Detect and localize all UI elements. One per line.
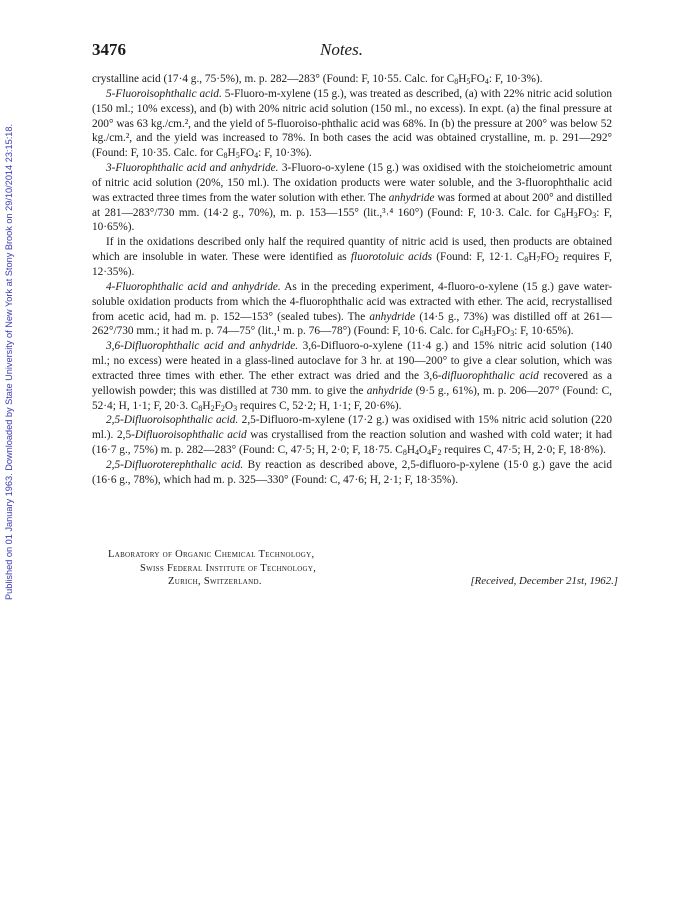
text-run: crystalline acid (17·4 g., 75·5%), m. p. 282—283° (Found: F, 10·55. Calc. for C [92, 73, 455, 85]
text-run: H [227, 147, 236, 160]
paragraph [92, 458, 612, 488]
subscript: 3 [592, 210, 597, 220]
paragraph [92, 339, 612, 413]
affiliation-line: Zurich, Switzerland. [168, 576, 262, 587]
text-run: was crystallised from the reaction solution and washed with cold water; it had (16·7 g., 75%) m. p. 282—283° (Found: C, 47·5; H, 2·0; F, 18·75. C [92, 429, 612, 457]
text-run: was formed at about 200° and distilled at 281—283°/730 mm. (14·2 g., 70%), m. p. 153—155° (lit.,³˒⁴ 160°) (Found: F, 10·3. Calc. for C [92, 191, 612, 219]
subscript: 3 [573, 210, 578, 220]
page-number: 3476 [92, 40, 126, 59]
text-run: If in the oxidations described only half the required quantity of nitric acid is used, then products are obtained which are insoluble in water. These were identified as [92, 236, 612, 264]
text-run: H [458, 73, 467, 85]
subscript: 2 [220, 403, 225, 413]
subscript: 8 [223, 151, 228, 161]
italic-text: anhydride [388, 191, 435, 204]
subscript: 4 [484, 77, 489, 86]
affiliation-line: Laboratory of Organic Chemical Technology, [108, 549, 315, 560]
text-run: : F, 10·3%). [488, 73, 543, 85]
paragraph [92, 413, 612, 458]
italic-text: 3-Fluorophthalic acid and anhydride. [106, 162, 279, 175]
italic-text: 2,5-Difluoroterephthalic acid. [106, 458, 244, 471]
text-run: F [214, 399, 221, 412]
text-run: requires F, 12·35%). [92, 251, 612, 278]
text-run: requires C, 47·5; H, 2·0; F, 18·8%). [441, 444, 606, 457]
text-run: 5-Fluoro-m-xylene (15 g.), was treated as described, (a) with 22% nitric acid solution (150 ml.; 10% excess), and (b) with 20% nitric acid solution (150 ml., no excess). In expt. (a) the final pressure at 200° was 63 kg./cm.², and the yield of 5-fluoroiso-phthalic acid was 68%. In (b) the pressure at 200° was below 52 kg./cm.², and the yield was increased to 78%. In both cases the acid was obtained crystalline, m. p. 291—292° (Found: F, 10·35. Calc. for C [92, 87, 612, 160]
text-run: O [419, 444, 428, 457]
text-run: By reaction as described above, 2,5-difluoro-p-xylene (15·0 g.) gave the acid (16·6 g., 78%), which had m. p. 325—330° (Found: C, 47·6; H, 2·1; F, 18·35%). [92, 458, 612, 486]
article-body [92, 72, 612, 488]
subscript: 7 [536, 255, 541, 265]
subscript: 3 [233, 403, 238, 413]
text-run: H [406, 444, 415, 457]
subscript: 2 [210, 403, 215, 413]
subscript: 3 [491, 329, 496, 339]
text-run: As in the preceding experiment, 4-fluoro-o-xylene (15 g.) gave water-soluble oxidation products from which the 4-fluorophthalic acid was extracted with ether. The acid, recrystallised from acetic acid, had m. p. 152—153° (sealed tubes). The [92, 280, 612, 323]
subscript: 2 [437, 448, 442, 458]
italic-text: 5-Fluoroisophthalic acid. [106, 87, 222, 100]
paragraph [92, 72, 612, 87]
italic-text: anhydride [369, 310, 416, 323]
text-run: recovered as a yellowish powder; this was distilled at 730 mm. to give the [92, 369, 612, 397]
italic-text: fluorotoluic acids [350, 251, 432, 264]
text-run: O [224, 399, 234, 412]
text-run: (9·5 g., 61%), m. p. 206—207° (Found: C, 52·4; H, 1·1; F, 20·3. C [92, 384, 613, 412]
text-run: FO [540, 251, 555, 264]
text-run: 3-Fluoro-o-xylene (15 g.) was oxidised with the stoicheiometric amount of nitric acid solution (20%, 150 ml.). The oxidation products were water soluble, and the 3-fluorophthalic acid was extracted three times from the water solution with ether. The [92, 162, 612, 204]
text-run: H [528, 251, 537, 264]
text-run: FO [577, 206, 593, 219]
subscript: 8 [402, 448, 407, 458]
paragraph [92, 280, 612, 339]
text-run: FO [470, 73, 485, 85]
paragraph [92, 235, 612, 280]
subscript: 2 [554, 255, 559, 265]
text-run: 3,6-Difluoro-o-xylene (11·4 g.) and 15% nitric acid solution (140 ml.; no excess) were heated in a glass-lined autoclave for 3 hr. at 190—200° to give a clear solution, which was extracted three times with ether. The ether extract was dried and the 3,6- [92, 340, 613, 382]
subscript: 4 [427, 448, 432, 458]
subscript: 5 [466, 77, 471, 86]
subscript: 8 [479, 329, 484, 339]
text-run: 2,5-Difluoro-m-xylene (17·2 g.) was oxidised with 15% nitric acid solution (220 ml.). 2,5- [92, 414, 612, 442]
text-run: requires C, 52·2; H, 1·1; F, 20·6%). [237, 399, 402, 412]
italic-text: Difluoroisophthalic acid [134, 429, 247, 442]
watermark-text: Published on 01 January 1963. Downloaded by State University of New York at Stony Brook on 29/10/2014 23:15:18. [4, 123, 14, 600]
subscript: 8 [454, 77, 459, 86]
subscript: 8 [198, 403, 203, 413]
text-run: FO [239, 147, 255, 160]
paragraph [92, 161, 612, 235]
text-run: H [565, 206, 574, 219]
text-run: F [431, 444, 438, 457]
text-run: : F, 10·3%). [258, 147, 312, 160]
text-run: H [202, 399, 211, 412]
italic-text: difluorophthalic acid [441, 369, 539, 382]
subscript: 4 [415, 448, 419, 458]
download-watermark [2, 40, 18, 600]
text-run: FO [495, 325, 511, 338]
affiliation-line: Swiss Federal Institute of Technology, [140, 562, 317, 574]
running-head: Notes. [320, 40, 363, 59]
italic-text: 4-Fluorophthalic acid and anhydride. [106, 280, 281, 293]
text-run: (Found: F, 12·1. C [431, 251, 525, 264]
subscript: 4 [254, 151, 259, 161]
subscript: 5 [235, 151, 240, 161]
text-run: : F, 10·65%). [92, 206, 612, 234]
italic-text: anhydride [366, 384, 413, 397]
page-header [92, 40, 610, 62]
subscript: 8 [524, 255, 529, 265]
text-run: H [483, 325, 492, 338]
text-run: (14·5 g., 73%) was distilled off at 261—262°/730 mm.; it had m. p. 74—75° (lit.,¹ m. p. 76—78°) (Found: F, 10·6. Calc. for C [92, 310, 612, 338]
received-date: [Received, December 21st, 1962.] [470, 575, 618, 587]
subscript: 8 [561, 210, 566, 220]
text-run: : F, 10·65%). [514, 325, 574, 338]
italic-text: 3,6-Difluorophthalic acid and anhydride. [106, 340, 299, 353]
subscript: 3 [510, 329, 515, 339]
paragraph [92, 87, 612, 161]
italic-text: 2,5-Difluoroisophthalic acid. [106, 414, 239, 427]
